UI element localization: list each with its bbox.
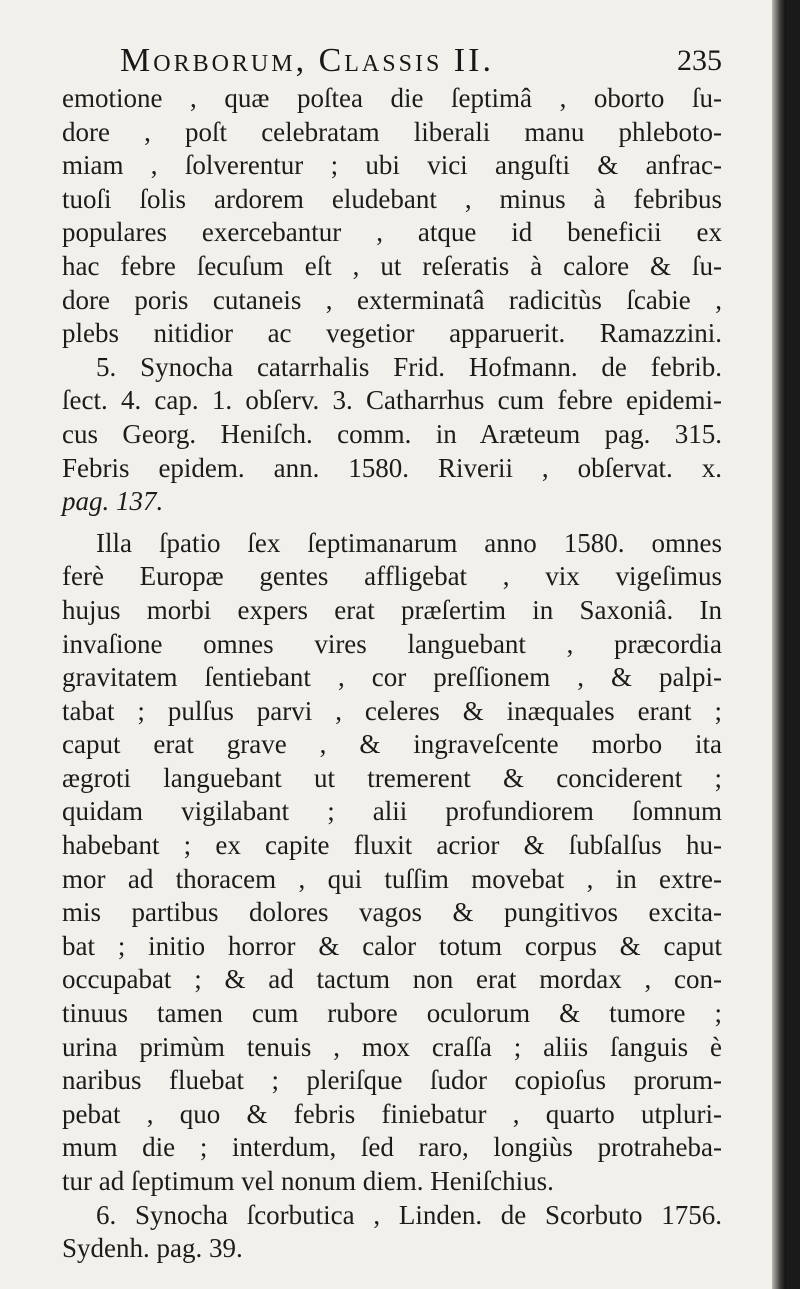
- page-header: [112, 38, 722, 88]
- text-line: tuoſi ſolis ardorem eludebant , minus à febribus: [62, 183, 722, 214]
- text-line: pag. 137.: [62, 486, 164, 517]
- page-edge-shadow: [772, 0, 786, 1289]
- text-line: mor ad thoracem , qui tuſſim movebat , in extre-: [62, 863, 722, 894]
- text-line: tur ad ſeptimum vel nonum diem. Heniſchius.: [62, 1166, 554, 1196]
- body-text: [62, 82, 722, 1266]
- text-line: 6. Synocha ſcorbutica , Linden. de Scorbuto 1756.: [96, 1199, 722, 1230]
- text-line: miam , ſolverentur ; ubi vici anguſti & anfrac-: [62, 150, 722, 181]
- text-line: ægroti languebant ut tremerent & conciderent ;: [62, 762, 722, 793]
- text-line: pebat , quo & febris finiebatur , quarto utpluri-: [62, 1098, 722, 1129]
- text-line: hac febre ſecuſum eſt , ut reſeratis à calore & ſu-: [62, 250, 722, 281]
- paragraph: [62, 527, 722, 1199]
- text-line: quidam vigilabant ; alii profundiorem ſomnum: [62, 796, 722, 827]
- text-line: tabat ; pulſus parvi , celeres & inæquales erant ;: [62, 695, 722, 726]
- text-line: caput erat grave , & ingraveſcente morbo ita: [62, 729, 722, 760]
- text-line: Illa ſpatio ſex ſeptimanarum anno 1580. omnes: [96, 527, 722, 558]
- paragraph-gap: [62, 519, 722, 527]
- text-line: habebant ; ex capite fluxit acrior & ſubſalſus hu-: [62, 830, 722, 861]
- text-line: tinuus tamen cum rubore oculorum & tumore ;: [62, 998, 722, 1029]
- text-line: bat ; initio horror & calor totum corpus & caput: [62, 930, 722, 961]
- text-line: 5. Synocha catarrhalis Frid. Hofmann. de febrib.: [96, 351, 722, 382]
- text-line: populares exercebantur , atque id beneficii ex: [62, 217, 722, 248]
- text-line: Sydenh. pag. 39.: [62, 1233, 243, 1264]
- text-line: mum die ; interdum, ſed raro, longiùs protraheba-: [62, 1132, 722, 1163]
- text-line: ferè Europæ gentes affligebat , vix vigeſimus: [62, 561, 722, 592]
- paragraph: [62, 1199, 722, 1266]
- text-line: hujus morbi expers erat præſertim in Saxoniâ. In: [62, 594, 722, 625]
- text-line: ſect. 4. cap. 1. obſerv. 3. Catharrhus cum febre epidemi-: [62, 385, 722, 416]
- text-line: emotione , quæ poſtea die ſeptimâ , oborto ſu-: [62, 83, 722, 113]
- text-line: gravitatem ſentiebant , cor preſſionem , & palpi-: [62, 662, 722, 693]
- text-line: invaſione omnes vires languebant , præcordia: [62, 628, 722, 659]
- text-line: occupabat ; & ad tactum non erat mordax , con-: [62, 964, 722, 995]
- running-head: Morborum, Classis II.: [120, 42, 494, 79]
- text-line: urina primùm tenuis , mox craſſa ; aliis ſanguis è: [62, 1031, 722, 1062]
- text-line: cus Georg. Heniſch. comm. in Aræteum pag. 315.: [62, 418, 722, 449]
- text-line: dore poris cutaneis , exterminatâ radicitùs ſcabie ,: [62, 284, 722, 315]
- text-line: Febris epidem. ann. 1580. Riverii , obſervat. x.: [62, 452, 722, 483]
- paragraph: [62, 82, 722, 351]
- paragraph: [62, 351, 722, 519]
- text-line: mis partibus dolores vagos & pungitivos excita-: [62, 897, 722, 928]
- page-number: 235: [677, 44, 722, 77]
- text-line: plebs nitidior ac vegetior apparuerit. Ramazzini.: [62, 318, 722, 349]
- text-line: naribus fluebat ; pleriſque ſudor copioſus prorum-: [62, 1065, 722, 1096]
- text-line: dore , poſt celebratam liberali manu phleboto-: [62, 116, 722, 147]
